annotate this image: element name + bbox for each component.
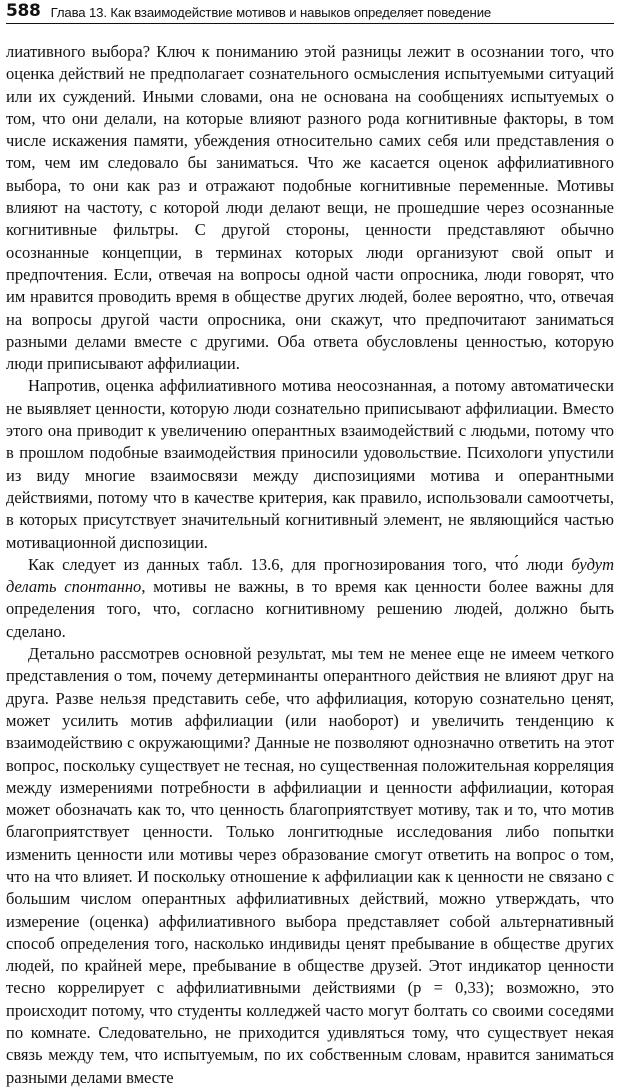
paragraph-text: лиативного выбора? Ключ к пониманию этой разницы лежит в осознании того, что оценка действий не предполагает сознательного осмысления испытуемыми ситуаций или их суждений. Иными словами, она не основана на сообщениях испытуемых о том, что они делали, на которые влияют разного рода когнитивные факторы, в том числе искажения памяти, убеждения относительно самих себя или представления о том, чем им следовало бы заниматься. Что же касается оценок аффилиативного выбора, то они как раз и отражают подобные когнитивные переменные. Мотивы влияют на частоту, с которой люди делают вещи, не прошедшие через осознанные когнитивные фильтры. С другой стороны, ценности представляют обычно осознанные концепции, в терминах которых люди организуют свой опыт и предпочтения. Если, отвечая на вопросы одной части опросника, люди говорят, что им нравится проводить время в обществе других людей, более вероятно, что, отвечая на вопросы другой части опросника, они скажут, что предпочитают заниматься разными делами вместе с другими. Оба ответа обусловлены ценностью, которую люди приписывают аффилиации. bbox=[6, 42, 614, 374]
paragraph bbox=[6, 554, 614, 643]
paragraph bbox=[6, 375, 614, 553]
body-text bbox=[6, 41, 614, 1089]
page-number: 588 bbox=[6, 1, 41, 21]
paragraph bbox=[6, 643, 614, 1089]
paragraph-text: Напротив, оценка аффилиативного мотива неосознанная, а потому автоматически не выявляет ценности, которую люди сознательно приписывают аффилиации. Вместо этого она приводит к увеличению оперантных взаимодействий с людьми, потому что в прошлом подобные взаимодействия приносили удовольствие. Психологи упустили из виду многие взаимосвязи между диспозициями мотива и оперантными действиями, потому что в качестве критерия, как правило, использовали самоотчеты, в которых присутствует значительный когнитивный элемент, не являющийся частью мотивационной диспозиции. bbox=[6, 376, 614, 552]
running-head bbox=[6, 0, 614, 24]
paragraph-text: Как следует из данных табл. 13.6, для прогнозирования того, что́ люди bbox=[28, 554, 572, 574]
emphasis-text: будут делать спонтанно bbox=[6, 554, 614, 597]
paragraph-text: , мотивы не важны, в то время как ценности более важны для определения того, что, согласно когнитивному решению людей, должно быть сделано. bbox=[6, 577, 614, 641]
paragraph-text: Детально рассмотрев основной результат, мы тем не менее еще не имеем четкого представления о том, почему детерминанты оперантного действия не влияют друг на друга. Разве нельзя представить себе, что аффилиация, которую сознательно ценят, может усилить мотив аффилиации (или наоборот) и увеличить тенденцию к взаимодействию с окружающими? Данные не позволяют однозначно ответить на этот вопрос, поскольку существует не тесная, но существенная положительная корреляция между измерениями потребности в аффилиации и ценности аффилиации, которая может обозначать как то, что ценность благоприятствует мотиву, так и то, что мотив благоприятствует ценности. Только лонгитюдные исследования либо попытки изменить ценности или мотивы через образование смогут ответить на вопрос о том, что на что влияет. И поскольку отношение к аффилиации как к ценности не связано с большим числом оперантных аффилиативных действий, можно утверждать, что измерение (оценка) аффилиативного выбора представляет собой альтернативный способ определения того, насколько индивиды ценят пребывание в обществе других людей, по крайней мере, пребывание в обществе друзей. Этот индикатор ценности тесно коррелирует с аффилиативными действиями (р = 0,33); возможно, это происходит потому, что студенты колледжей часто могут болтать со своими соседями по комнате. Следовательно, не приходится удивляться тому, что существует некая связь между тем, что испытуемым, по их собственным словам, нравится заниматься разными делами вместе bbox=[6, 644, 614, 1087]
paragraph-continued bbox=[6, 41, 614, 375]
chapter-title: Глава 13. Как взаимодействие мотивов и навыков определяет поведение bbox=[50, 5, 492, 20]
